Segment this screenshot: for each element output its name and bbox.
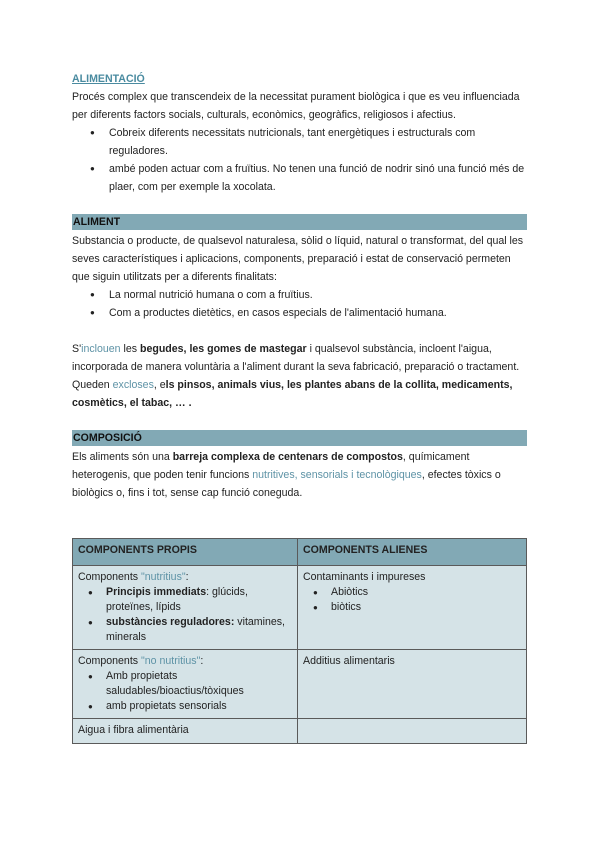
exclude-paragraph: Queden excloses, els pinsos, animals vius, les plantes abans de la collita, medicaments, cosmètics, el tabac, … .	[72, 379, 513, 409]
definition-paragraph: Procés complex que transcendeix de la necessitat purament biològica i que es veu influenciada per diferents factors socials, culturals, econòmics, geogràfics, religiosos i afectius.	[72, 91, 520, 121]
table-row	[73, 719, 527, 744]
list-item: ● Abiòtics	[303, 585, 521, 600]
list-item: ● substàncies reguladores: vitamines, minerals	[78, 615, 292, 645]
components-table	[72, 538, 527, 744]
section-composicio	[72, 430, 527, 502]
section-title-alimentacio: ALIMENTACIÓ	[72, 73, 145, 85]
cell-additius: Additius alimentaris	[298, 650, 527, 719]
header-components-propis: COMPONENTS PROPIS	[73, 539, 298, 566]
definition-paragraph: Substancia o producte, de qualsevol naturalesa, sòlid o líquid, natural o transformat, del qual les seves característiques i aplicacions, components, preparació i estat de conservació permeten que siguin utilitzats per a diferents finalitats:	[72, 235, 524, 283]
include-paragraph: S'inclouen les begudes, les gomes de mastegar i qualsevol substància, incloent l'aigua, incorporada de manera voluntària a l'aliment durant la seva fabricació, preparació o tractament.	[72, 343, 520, 373]
table-row	[73, 650, 527, 719]
document-body	[72, 70, 527, 744]
cell-no-nutritius: Components "no nutritius": ● Amb propietats saludables/bioactius/tòxiques ● amb propietats sensorials	[73, 650, 298, 719]
table-header-row	[73, 539, 527, 566]
section-alimentacio	[72, 70, 527, 196]
bullet-list	[72, 124, 527, 196]
header-components-alienes: COMPONENTS ALIENES	[298, 539, 527, 566]
list-item: ● Com a productes dietètics, en casos especials de l'alimentació humana.	[72, 304, 527, 322]
list-item: ● Amb propietats saludables/bioactius/tòxiques	[78, 669, 292, 699]
bullet-list	[72, 286, 527, 322]
section-title-aliment: ALIMENT	[72, 214, 527, 230]
list-item: ● La normal nutrició humana o com a fruïtius.	[72, 286, 527, 304]
list-item: ● amb propietats sensorials	[78, 699, 292, 714]
list-item: ● Cobreix diferents necessitats nutricionals, tant energètiques i estructurals com reguladores.	[72, 124, 527, 160]
table-row	[73, 566, 527, 650]
list-item: ● ambé poden actuar com a fruïtius. No tenen una funció de nodrir sinó una funció més de plaer, com per exemple la xocolata.	[72, 160, 527, 196]
cell-contaminants: Contaminants i impureses ● Abiòtics ● biòtics	[298, 566, 527, 650]
cell-nutritius: Components "nutritius": ● Principis immediats: glúcids, proteïnes, lípids ● substàncies reguladores: vitamines, minerals	[73, 566, 298, 650]
cell-empty	[298, 719, 527, 744]
list-item: ● biòtics	[303, 600, 521, 615]
list-item: ● Principis immediats: glúcids, proteïnes, lípids	[78, 585, 292, 615]
composition-paragraph: Els aliments són una barreja complexa de centenars de compostos, químicament heterogenis, que poden tenir funcions nutritives, sensorials i tecnològiques, efectes tòxics o biològics o, fins i tot, sense cap funció coneguda.	[72, 451, 501, 499]
cell-aigua-fibra: Aigua i fibra alimentària	[73, 719, 298, 744]
section-title-composicio: COMPOSICIÓ	[72, 430, 527, 446]
section-aliment	[72, 214, 527, 412]
